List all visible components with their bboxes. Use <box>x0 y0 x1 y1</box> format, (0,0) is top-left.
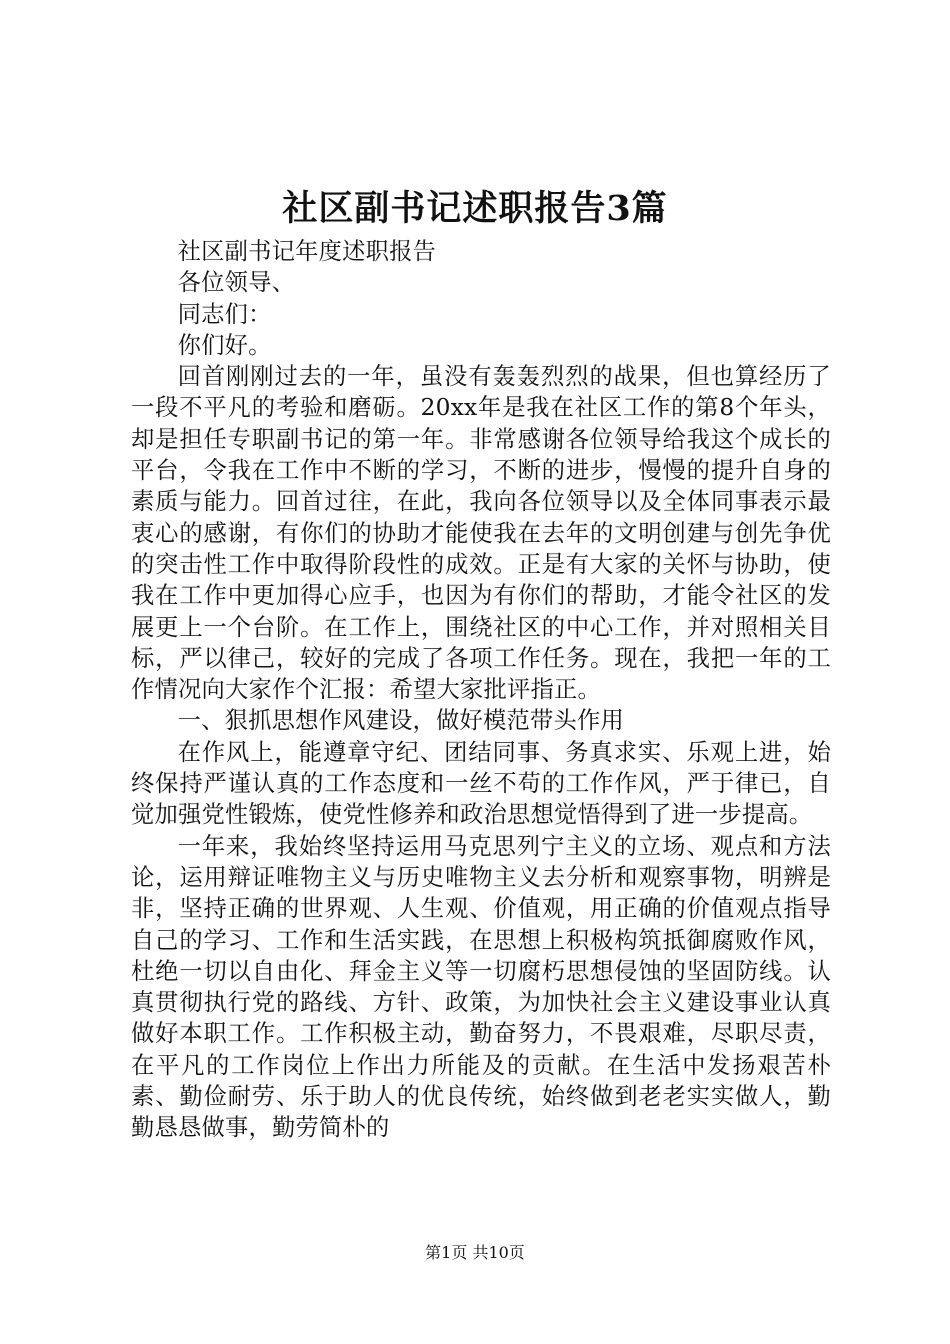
body-paragraph: 一年来，我始终坚持运用马克思列宁主义的立场、观点和方法论，运用辩证唯物主义与历史唯物主义去分析和观察事物，明辨是非，坚持正确的世界观、人生观、价值观，用正确的价值观点指导自己的学习、工作和生活实践，在思想上积极构筑抵御腐败作风，杜绝一切以自由化、拜金主义等一切腐朽思想侵蚀的坚固防线。认真贯彻执行党的路线、方针、政策，为加快社会主义建设事业认真做好本职工作。工作积极主动，勤奋努力，不畏艰难，尽职尽责，在平凡的工作岗位上作出力所能及的贡献。在生活中发扬艰苦朴素、勤俭耐劳、乐于助人的优良传统，始终做到老老实实做人，勤勤恳恳做事，勤劳简朴的 <box>131 832 831 1142</box>
document-title: 社区副书记述职报告3篇 <box>282 188 668 229</box>
greeting-paragraph: 你们好。 <box>177 331 272 359</box>
section-heading: 一、狠抓思想作风建设，做好模范带头作用 <box>177 707 625 735</box>
intro-paragraph: 回首刚刚过去的一年，虽没有轰轰烈烈的战果，但也算经历了一段不平凡的考验和磨砺。20xx年是我在社区工作的第8个年头，却是担任专职副书记的第一年。非常感谢各位领导给我这个成长的平台，令我在工作中不断的学习，不断的进步，慢慢的提升自身的素质与能力。回首过往，在此，我向各位领导以及全体同事表示最衷心的感谢，有你们的协助才能使我在去年的文明创建与创先争优的突击性工作中取得阶段性的成效。正是有大家的关怀与协助，使我在工作中更加得心应手，也因为有你们的帮助，才能令社区的发展更上一个台阶。在工作上，围绕社区的中心工作，并对照相关目标，严以律己，较好的完成了各项工作任务。现在，我把一年的工作情况向大家作个汇报：希望大家批评指正。 <box>131 363 831 704</box>
document-body <box>131 236 831 1144</box>
page-footer: 第1页 共10页 <box>425 1243 525 1262</box>
salutation-leaders: 各位领导、 <box>177 269 296 297</box>
body-paragraph: 在作风上，能遵章守纪、团结同事、务真求实、乐观上进，始终保持严谨认真的工作态度和一丝不苟的工作作风，严于律已，自觉加强党性锻炼，使党性修养和政治思想觉悟得到了进一步提高。 <box>131 738 831 829</box>
subtitle-paragraph: 社区副书记年度述职报告 <box>177 238 437 265</box>
salutation-comrades: 同志们： <box>177 300 272 328</box>
